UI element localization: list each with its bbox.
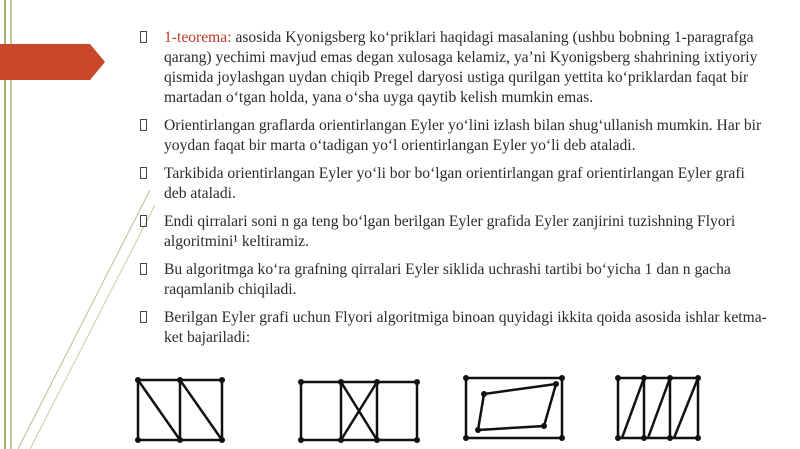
theorem-label: 1-teorema: <box>164 29 232 46</box>
bullet-icon <box>140 119 147 131</box>
bullet-list <box>140 28 770 356</box>
graph-figure-3 <box>460 372 570 447</box>
bullet-text: Bu algoritmga ko‘ra grafning qirralari Eyler siklida uchrashi tartibi bo‘yicha 1 dan n gacha raqamlanib chiqiladi. <box>164 261 731 298</box>
graph-figure-4 <box>612 372 704 447</box>
graph-figure-2 <box>293 372 425 447</box>
red-arrow-shape <box>0 44 105 80</box>
bullet-icon <box>140 167 147 179</box>
bullet-icon <box>140 215 147 227</box>
bullet-theorem <box>140 28 770 108</box>
bullet-icon <box>140 31 147 43</box>
bullet-rules <box>140 308 770 348</box>
graph-figures <box>0 372 800 449</box>
bullet-oriented-euler-graph <box>140 164 770 204</box>
bullet-text: Tarkibida orientirlangan Eyler yo‘li bor bo‘lgan orientirlangan graf orientirlangan Eyler grafi deb ataladi. <box>164 165 745 202</box>
bullet-numbering <box>140 260 770 300</box>
bullet-icon <box>140 263 147 275</box>
bullet-text: asosida Kyonigsberg ko‘priklari haqidagi masalaning (ushbu bobning 1-paragrafga qarang) yechimi mavjud emas degan xulosaga kelamiz, ya’ni Kyonigsberg shahrining ixtiyoriy qismida joylashgan uydan chiqib Pregel daryosi ustiga qurilgan yettita ko‘priklardan faqat bir martadan o‘tgan holda, yana o‘sha uyga qaytib kelish mumkin emas. <box>164 29 758 106</box>
bullet-fleury-algorithm <box>140 212 770 252</box>
bullet-icon <box>140 311 147 323</box>
bullet-text: Berilgan Eyler grafi uchun Flyori algoritmiga binoan quyidagi ikkita qoida asosida ishlar ketma-ket bajariladi: <box>164 309 767 346</box>
bullet-text: Endi qirralari soni n ga teng bo‘lgan berilgan Eyler grafida Eyler zanjirini tuzishning Flyori algoritmini¹ keltiramiz. <box>164 213 736 250</box>
bullet-oriented-euler-path <box>140 116 770 156</box>
graph-figure-1 <box>130 372 230 447</box>
bullet-text: Orientirlangan graflarda orientirlangan Eyler yo‘lini izlash bilan shug‘ullanish mumkin. Har bir yoydan faqat bir marta o‘tadigan yo‘l orientirlangan Eyler yo‘li deb ataladi. <box>164 117 762 154</box>
